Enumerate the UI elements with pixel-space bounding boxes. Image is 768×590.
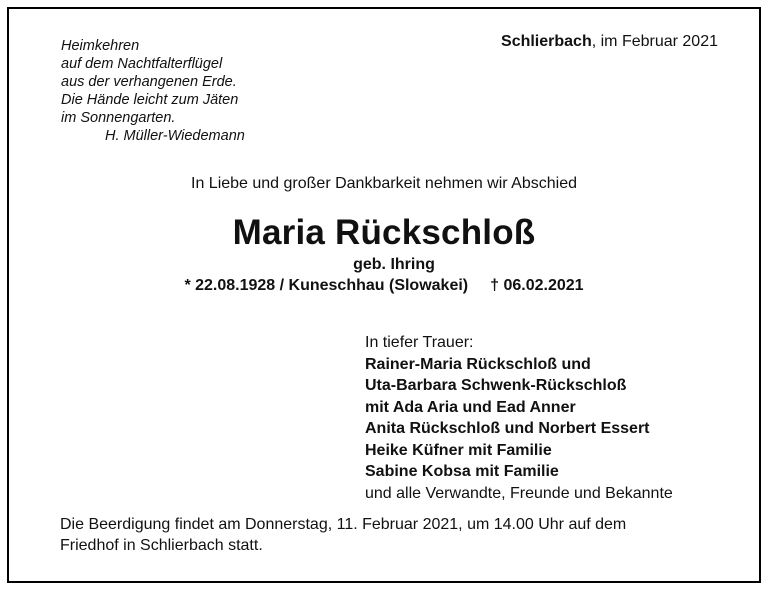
mourners-closing: und alle Verwandte, Freunde und Bekannte bbox=[365, 484, 673, 502]
mourner-name: Uta-Barbara Schwenk-Rückschloß bbox=[365, 377, 627, 394]
death-date: † 06.02.2021 bbox=[490, 277, 584, 294]
poem bbox=[61, 37, 245, 145]
funeral-line: Die Beerdigung findet am Donnerstag, 11. Februar 2021, um 14.00 Uhr auf dem bbox=[60, 516, 627, 533]
mourner-name: Heike Küfner mit Familie bbox=[365, 441, 552, 459]
mourner-name: Rainer-Maria Rückschloß und bbox=[365, 355, 591, 373]
deceased-name: Maria Rückschloß bbox=[232, 213, 536, 252]
poem-line: Die Hände leicht zum Jäten bbox=[61, 92, 239, 108]
obituary-card bbox=[7, 7, 761, 583]
place: Schlierbach bbox=[501, 33, 592, 50]
life-dates bbox=[9, 277, 759, 295]
mourners-list bbox=[365, 332, 673, 504]
mourner-name: Anita Rückschloß und Norbert Essert bbox=[365, 420, 650, 437]
place-date bbox=[501, 33, 718, 51]
poem-line: auf dem Nachtfalterflügel bbox=[61, 56, 223, 72]
mourners-intro: In tiefer Trauer: bbox=[365, 334, 474, 351]
mourner-name: mit Ada Aria und Ead Anner bbox=[365, 398, 576, 416]
poem-line: aus der verhangenen Erde. bbox=[61, 74, 237, 90]
farewell-intro: In Liebe und großer Dankbarkeit nehmen wir Abschied bbox=[191, 175, 577, 192]
birth-date-place: * 22.08.1928 / Kuneschhau (Slowakei) bbox=[184, 277, 469, 294]
poem-line: Heimkehren bbox=[61, 38, 140, 54]
funeral-notice bbox=[60, 514, 720, 556]
birth-name: geb. Ihring bbox=[353, 256, 435, 273]
poem-author: H. Müller-Wiedemann bbox=[105, 128, 245, 144]
poem-line: im Sonnengarten. bbox=[61, 110, 176, 126]
funeral-line: Friedhof in Schlierbach statt. bbox=[60, 537, 263, 554]
date: , im Februar 2021 bbox=[591, 33, 718, 50]
mourner-name: Sabine Kobsa mit Familie bbox=[365, 463, 559, 480]
